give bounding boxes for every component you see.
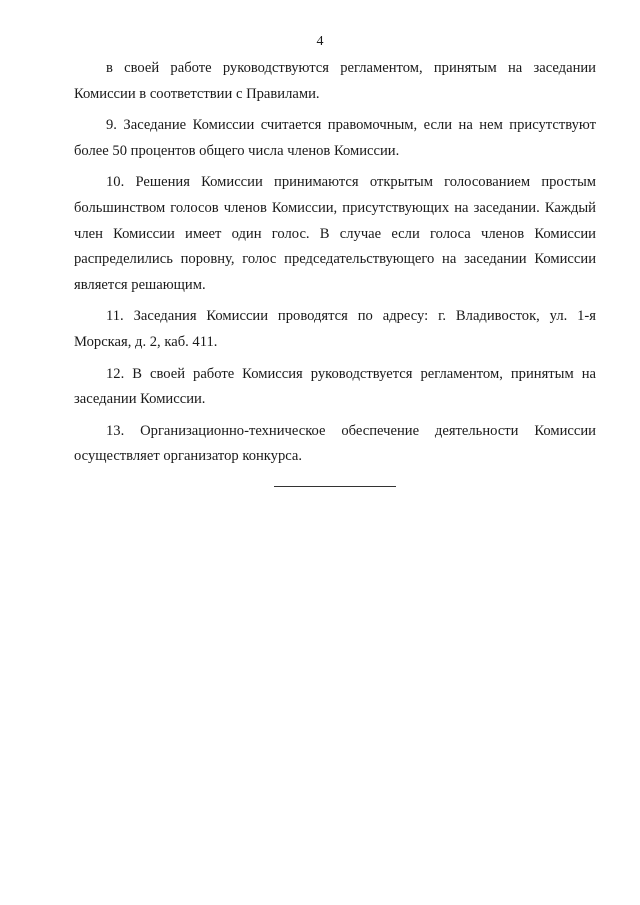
paragraph-continuation: в своей работе руководствуются регламентом, принятым на заседании Комиссии в соответствии с Правилами. [74,60,596,102]
paragraph-12: 12. В своей работе Комиссия руководствуется регламентом, принятым на заседании Комиссии. [74,365,596,408]
end-separator-line [274,486,396,487]
paragraph-11: 11. Заседания Комиссии проводятся по адресу: г. Владивосток, ул. 1-я Морская, д. 2, каб. 411. [74,308,596,350]
page-number: 4 [316,34,324,49]
document-body [74,56,596,476]
paragraph-9: 9. Заседание Комиссии считается правомочным, если на нем присутствуют более 50 процентов общего числа членов Комиссии. [74,117,596,159]
paragraph-13: 13. Организационно-техническое обеспечение деятельности Комиссии осуществляет организатор конкурса. [74,422,596,465]
paragraph-10: 10. Решения Комиссии принимаются открытым голосованием простым большинством голосов членов Комиссии, присутствующих на заседании. Каждый член Комиссии имеет один голос. В случае если голоса членов Комиссии распределились поровну, голос председательствующего на заседании Комиссии является решающим. [74,174,596,293]
